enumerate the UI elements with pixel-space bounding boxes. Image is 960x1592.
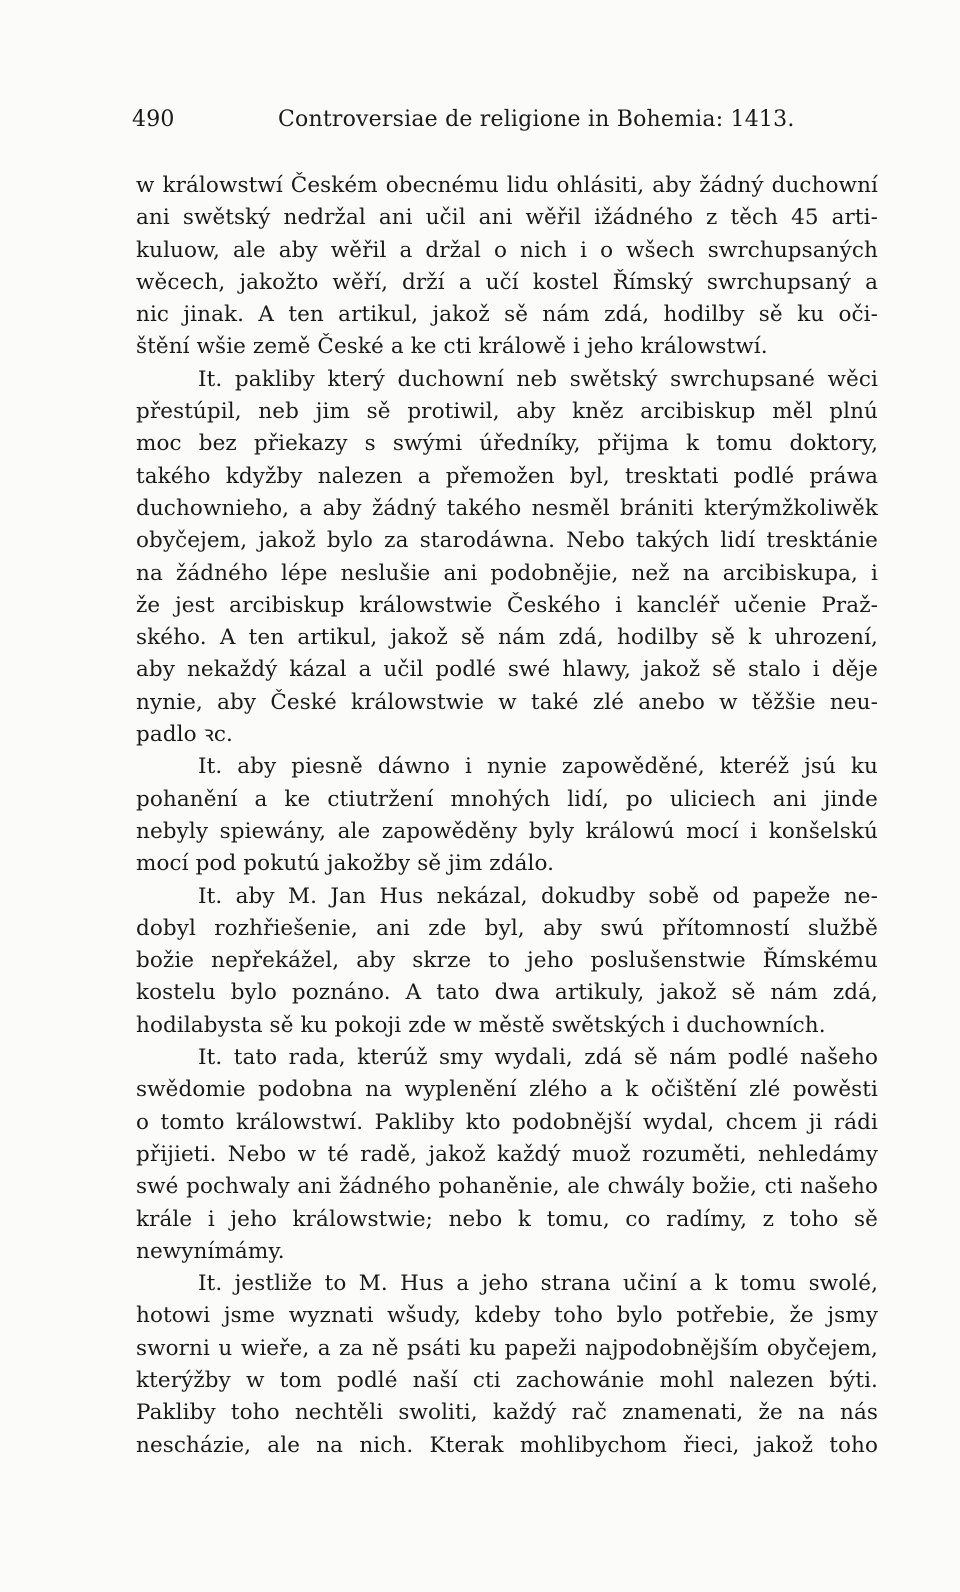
paragraph [136,1268,878,1462]
text-line: nebyly spiewány, ale zapowěděny byly králowú mocí i konšelskú [136,818,878,844]
text-line: o tomto králowstwí. Pakliby kto podobnější wydal, chcem ji rádi [136,1109,878,1135]
text-line: dobyl rozhřiešenie, ani zde byl, aby swú přítomností službě [136,915,878,941]
text-line: It. aby piesně dáwno i nynie zapowěděné, kteréž jsú ku [198,754,878,780]
text-line: sworni u wieře, a za ně psáti ku papeži najpodobnějším obyčejem, [136,1335,878,1361]
text-line: přijieti. Nebo w té radě, jakož každý muož rozuměti, nehledámy [136,1141,878,1167]
text-line: hotowi jsme wyznati wšudy, kdeby toho bylo potřebie, že jsmy [136,1303,878,1329]
paragraph [136,881,878,1042]
text-line: kuluow, ale aby wěřil a držal o nich i o wšech swrchupsaných [136,237,878,263]
text-line: hodilabysta sě ku pokoji zde w městě swětských i duchowních. [136,1012,826,1038]
text-line: duchownieho, a aby žádný takého nesměl brániti kterýmžkoliwěk [136,495,878,521]
text-line: swé pochwaly ani žádného pohaněnie, ale chwály božie, cti našeho [136,1174,878,1200]
text-line: It. aby M. Jan Hus nekázal, dokudby sobě od papeže ne- [198,883,878,909]
text-line: w králowstwí Českém obecnému lidu ohlásiti, aby žádný duchowní [136,173,878,198]
text-line: It. jestliže to M. Hus a jeho strana učiní a k tomu swolé, [198,1271,878,1297]
text-line: štění wšie země České a ke cti králowě i jeho králowstwí. [136,334,768,360]
paragraph [136,751,878,880]
text-line: newynímámy. [136,1238,285,1264]
text-line: ani swětský nedržal ani učil ani wěřil ižádného z těch 45 arti- [136,205,878,231]
paragraph [136,364,878,752]
text-line: padlo ꝛc. [136,722,233,748]
text-line: přestúpil, neb jim sě protiwil, aby kněz arcibiskup měl plnú [136,399,878,425]
text-line: mocí pod pokutú jakožby sě jim zdálo. [136,851,555,877]
text-line: obyčejem, jakož bylo za starodáwna. Nebo takých lidí tresktánie [136,528,878,554]
text-line: na žádného lépe neslušie ani podobnějie, než na arcibiskupa, i [136,560,878,586]
text-line: kostelu bylo poznáno. A tato dwa artikuly, jakož sě nám zdá, [136,980,878,1006]
text-line: takého kdyžby nalezen a přemožen byl, tresktati podlé práwa [136,463,878,489]
text-line: pohanění a ke ctiutržení mnohých lidí, po uliciech ani jinde [136,786,878,812]
paragraph [136,170,878,364]
running-title: Controversiae de religione in Bohemia: 1413. [278,107,795,132]
text-line: wěcech, jakožto wěří, drží a učí kostel Římský swrchupsaný a [136,269,878,295]
body-text [136,170,878,1462]
text-line: swědomie podobna na wyplenění zlého a k očištění zlé powěsti [136,1077,878,1103]
running-head [132,104,872,136]
text-line: moc bez přiekazy s swými úředníky, přijma k tomu doktory, [136,431,878,457]
text-line: kterýžby w tom podlé naší cti zachowánie mohl nalezen býti. [136,1367,878,1393]
text-line: ského. A ten artikul, jakož sě nám zdá, hodilby sě k uhrození, [136,625,878,651]
text-line: nescházie, ale na nich. Kterak mohlibychom řieci, jakož toho [136,1432,878,1458]
text-line: It. pakliby který duchowní neb swětský swrchupsané wěci [198,366,878,392]
paragraph [136,1042,878,1268]
text-line: že jest arcibiskup králowstwie Českého i kancléř učenie Praž- [136,592,878,618]
text-line: Pakliby toho nechtěli swoliti, každý rač znamenati, že na nás [136,1400,878,1426]
text-line: nynie, aby České králowstwie w také zlé anebo w těžšie neu- [136,689,878,715]
text-line: aby nekaždý kázal a učil podlé swé hlawy, jakož sě stalo i děje [136,657,878,683]
text-line: božie nepřekážel, aby skrze to jeho poslušenstwie Římskému [136,948,878,974]
page-number: 490 [132,107,175,132]
text-line: nic jinak. A ten artikul, jakož sě nám zdá, hodilby sě ku oči- [136,302,878,328]
text-line: krále i jeho králowstwie; nebo k tomu, co radímy, z toho sě [136,1206,878,1232]
text-line: It. tato rada, kterúž smy wydali, zdá sě nám podlé našeho [198,1045,878,1071]
